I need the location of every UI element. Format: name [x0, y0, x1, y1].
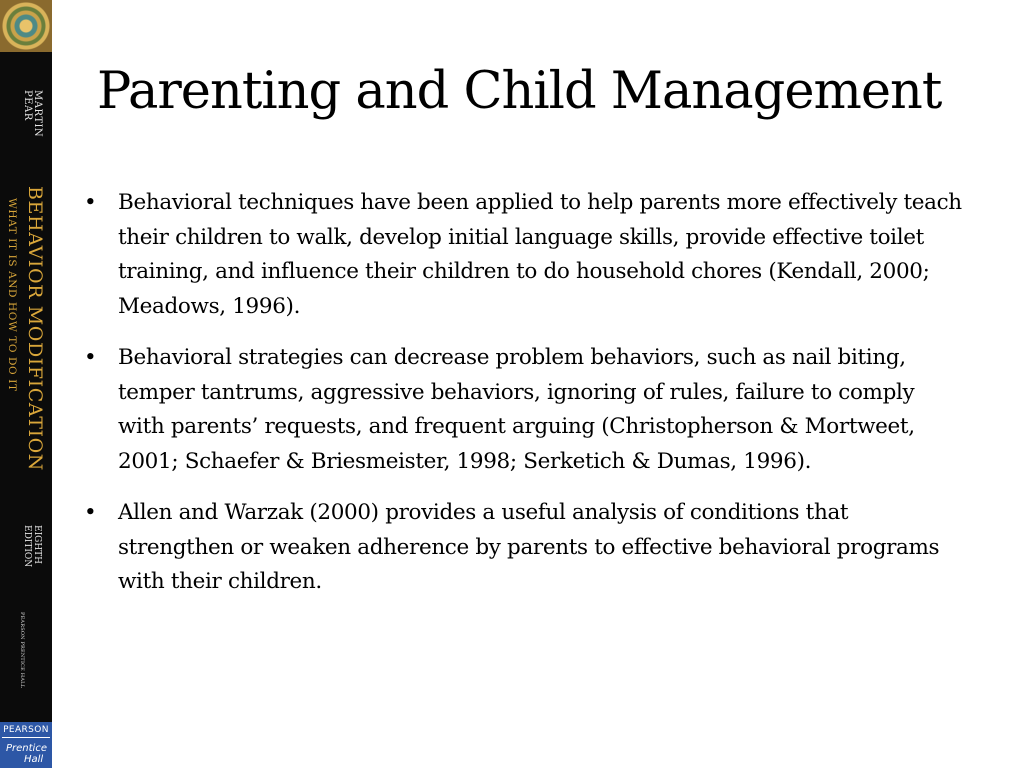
- logo-line-1: Prentice: [6, 743, 47, 754]
- bullet-marker: •: [84, 190, 97, 215]
- pearson-logo: [0, 722, 52, 768]
- book-title: BEHAVIOR MODIFICATION: [24, 186, 46, 471]
- logo-divider: [2, 737, 50, 738]
- slide-title: Parenting and Child Management: [97, 62, 942, 121]
- logo-word: PEARSON: [3, 725, 49, 735]
- edition-line-1: EIGHTH: [32, 525, 42, 565]
- bullet-list: [84, 186, 964, 617]
- bullet-item: [84, 496, 964, 600]
- publisher-imprint: PEARSON PRENTICE HALL: [19, 612, 25, 689]
- author-name: [22, 90, 42, 137]
- bullet-item: [84, 186, 964, 324]
- bullet-item: [84, 341, 964, 479]
- logo-line-2: Hall: [24, 754, 44, 765]
- bullet-marker: •: [84, 500, 97, 525]
- book-subtitle: WHAT IT IS AND HOW TO DO IT: [6, 198, 18, 392]
- edition-label: [22, 525, 42, 567]
- bullet-text: Behavioral techniques have been applied to help parents more effectively teach their children to walk, develop initial language skills, provide effective toilet training, and influence their children to do household chores (Kendall, 2000; Meadows, 1996).: [118, 190, 962, 319]
- book-spine-sidebar: [0, 0, 52, 768]
- bullet-marker: •: [84, 345, 97, 370]
- cover-art-emblem: [0, 0, 52, 52]
- edition-line-2: EDITION: [22, 525, 32, 568]
- bullet-text: Behavioral strategies can decrease problem behaviors, such as nail biting, temper tantrums, aggressive behaviors, ignoring of rules, failure to comply with parents’ requests, and frequent arguing (Christopherson & Mortweet, 2001; Schaefer & Briesmeister, 1998; Serketich & Dumas, 1996).: [118, 345, 915, 474]
- author-line-2: PEAR: [22, 90, 33, 121]
- bullet-text: Allen and Warzak (2000) provides a useful analysis of conditions that strengthen or weaken adherence by parents to effective behavioral programs with their children.: [118, 500, 940, 594]
- author-line-1: MARTIN: [32, 90, 43, 138]
